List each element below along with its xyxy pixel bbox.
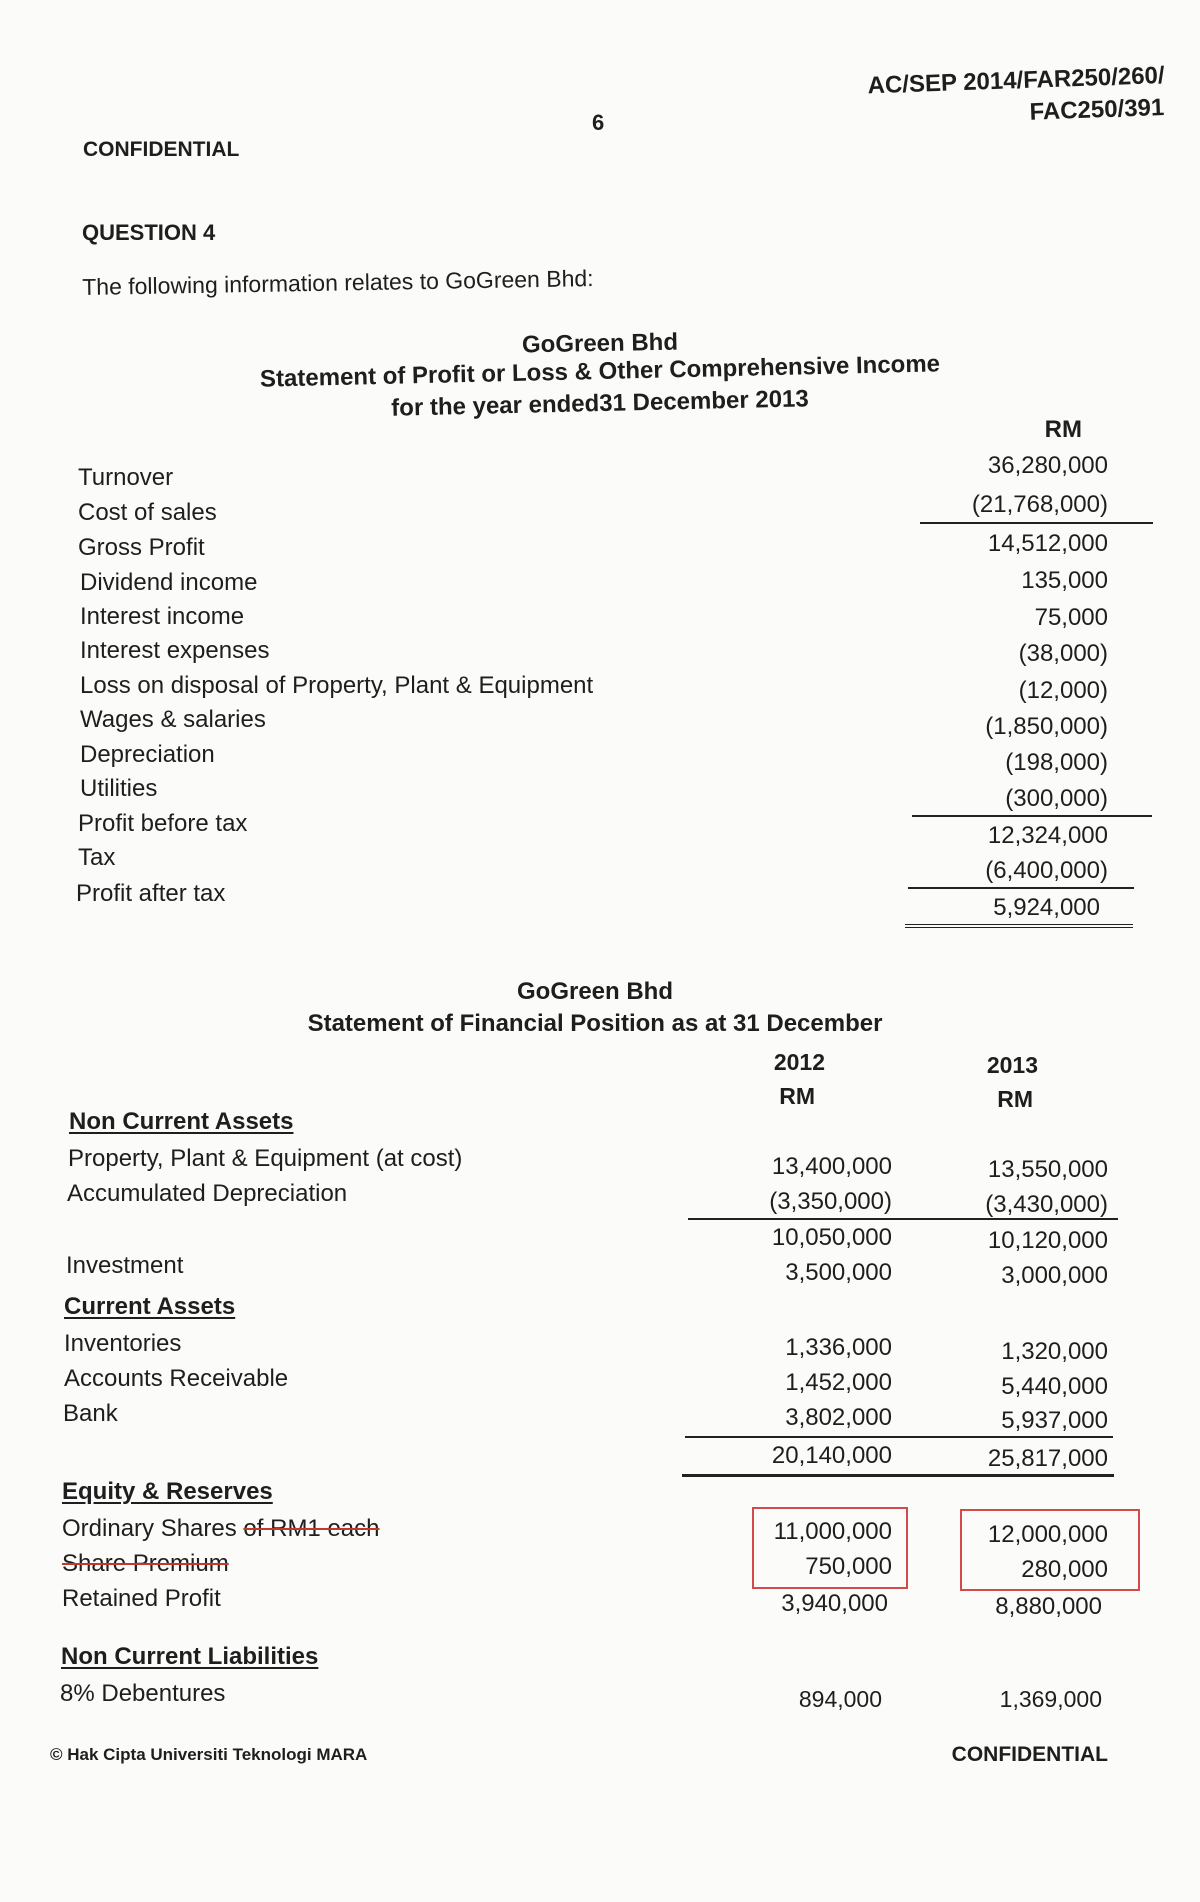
confidential-header: CONFIDENTIAL: [83, 138, 240, 161]
is-row-label: Wages & salaries: [80, 706, 266, 733]
share-premium-label: Share Premium: [62, 1550, 229, 1577]
is-row-value: 5,924,000: [993, 894, 1100, 921]
is-row-value: (1,850,000): [985, 713, 1108, 740]
is-row-value: (38,000): [1018, 640, 1108, 667]
is-currency-header: RM: [1044, 416, 1082, 443]
fp-total-2012: 20,140,000: [771, 1442, 892, 1469]
fp-total-2013: 25,817,000: [987, 1445, 1108, 1472]
section-non-current-liabilities: Non Current Liabilities: [61, 1643, 319, 1670]
fp-value-2012: 750,000: [805, 1553, 892, 1580]
fp-row-label: Bank: [63, 1400, 118, 1427]
fp-value-2012: 3,940,000: [781, 1590, 888, 1617]
fp-value-2012: 1,336,000: [785, 1334, 892, 1361]
fp-value-2013: 3,000,000: [1001, 1262, 1108, 1289]
fp-row-label: Investment: [66, 1252, 184, 1279]
section-current-assets: Current Assets: [64, 1293, 236, 1320]
is-subtotal-rule: [912, 815, 1152, 817]
fp-value-2012: 10,050,000: [771, 1224, 892, 1251]
is-row-label: Depreciation: [80, 741, 215, 768]
page-number: 6: [592, 110, 605, 135]
fp-subtotal-rule: [685, 1436, 1113, 1438]
fp-title: Statement of Financial Position as at 31 December: [307, 1010, 883, 1037]
is-row-label: Profit after tax: [76, 880, 226, 907]
exam-code-line1: AC/SEP 2014/FAR250/260/: [867, 62, 1165, 100]
fp-subtotal-rule: [688, 1218, 1118, 1220]
fp-value-2013: 13,550,000: [987, 1156, 1108, 1183]
is-row-value: 75,000: [1034, 604, 1108, 631]
is-row-label: Loss on disposal of Property, Plant & Equipment: [80, 672, 594, 699]
is-period: for the year ended31 December 2013: [390, 385, 810, 422]
is-row-label: Profit before tax: [78, 810, 248, 837]
fp-col-2012: 2012: [773, 1049, 825, 1075]
is-row-value: (12,000): [1018, 677, 1108, 704]
confidential-footer: CONFIDENTIAL: [951, 1743, 1108, 1766]
is-row-label: Interest income: [80, 603, 245, 630]
fp-company-name: GoGreen Bhd: [516, 978, 673, 1005]
fp-row-label: Inventories: [64, 1330, 182, 1357]
fp-currency-2012: RM: [779, 1083, 815, 1109]
question-intro: The following information relates to GoGreen Bhd:: [82, 265, 594, 300]
is-company-name: GoGreen Bhd: [521, 328, 679, 359]
section-equity-reserves: Equity & Reserves: [62, 1478, 273, 1505]
red-annotation-box-2013: [960, 1509, 1140, 1591]
fp-value-2013: 280,000: [1021, 1556, 1108, 1583]
fp-value-2012: (3,350,000): [769, 1188, 892, 1215]
fp-value-2012: 13,400,000: [771, 1153, 892, 1180]
fp-row-label: Accounts Receivable: [64, 1365, 289, 1392]
is-subtotal-rule: [920, 522, 1153, 524]
question-title: QUESTION 4: [82, 220, 216, 245]
fp-currency-2013: RM: [997, 1086, 1033, 1112]
is-row-label: Cost of sales: [78, 499, 217, 526]
is-row-value: 135,000: [1021, 567, 1108, 594]
fp-row-label: Property, Plant & Equipment (at cost): [68, 1145, 463, 1172]
is-row-label: Utilities: [80, 775, 158, 802]
is-row-label: Gross Profit: [78, 534, 205, 561]
fp-value-2012: 3,500,000: [785, 1259, 892, 1286]
fp-value-2012: 894,000: [798, 1686, 882, 1712]
fp-value-2012: 3,802,000: [785, 1404, 892, 1431]
is-row-value: 12,324,000: [987, 822, 1108, 849]
is-subtotal-rule: [908, 887, 1134, 889]
red-annotation-box-2012: [752, 1507, 908, 1589]
is-row-value: (21,768,000): [971, 491, 1108, 518]
is-total-rule: [905, 924, 1133, 928]
fp-value-2013: 8,880,000: [995, 1593, 1102, 1620]
is-title: Statement of Profit or Loss & Other Comprehensive Income: [259, 350, 941, 393]
is-row-label: Turnover: [78, 464, 174, 491]
fp-row-label: [62, 1515, 380, 1543]
fp-value-2012: 11,000,000: [773, 1518, 892, 1545]
is-row-value: (6,400,000): [985, 857, 1108, 884]
ordinary-shares-label: Ordinary Shares: [62, 1515, 237, 1542]
fp-row-label: [62, 1550, 229, 1578]
copyright-footer: © Hak Cipta Universiti Teknologi MARA: [50, 1745, 368, 1764]
fp-value-2013: 10,120,000: [987, 1227, 1108, 1254]
fp-value-2013: 12,000,000: [987, 1521, 1108, 1548]
fp-value-2013: 5,937,000: [1001, 1407, 1108, 1434]
is-row-label: Tax: [78, 844, 116, 871]
is-row-label: Interest expenses: [80, 637, 270, 664]
section-non-current-assets: Non Current Assets: [69, 1108, 294, 1135]
fp-value-2013: (3,430,000): [985, 1191, 1108, 1218]
fp-row-label: Retained Profit: [62, 1585, 221, 1612]
fp-value-2012: 1,452,000: [785, 1369, 892, 1396]
struck-annotation: of RM1 each: [243, 1515, 380, 1542]
fp-value-2013: 1,320,000: [1001, 1338, 1108, 1365]
is-row-value: 36,280,000: [987, 452, 1108, 479]
fp-value-2013: 5,440,000: [1001, 1373, 1108, 1400]
fp-row-label: 8% Debentures: [60, 1680, 226, 1707]
fp-col-2013: 2013: [986, 1052, 1038, 1078]
is-row-value: (300,000): [1005, 785, 1108, 812]
fp-total-rule: [682, 1474, 1114, 1477]
fp-row-label: Accumulated Depreciation: [67, 1180, 348, 1207]
is-row-value: (198,000): [1005, 749, 1108, 776]
fp-value-2013: 1,369,000: [999, 1686, 1102, 1712]
is-row-label: Dividend income: [80, 569, 258, 596]
is-row-value: 14,512,000: [987, 530, 1108, 557]
exam-code-line2: FAC250/391: [1029, 94, 1165, 126]
